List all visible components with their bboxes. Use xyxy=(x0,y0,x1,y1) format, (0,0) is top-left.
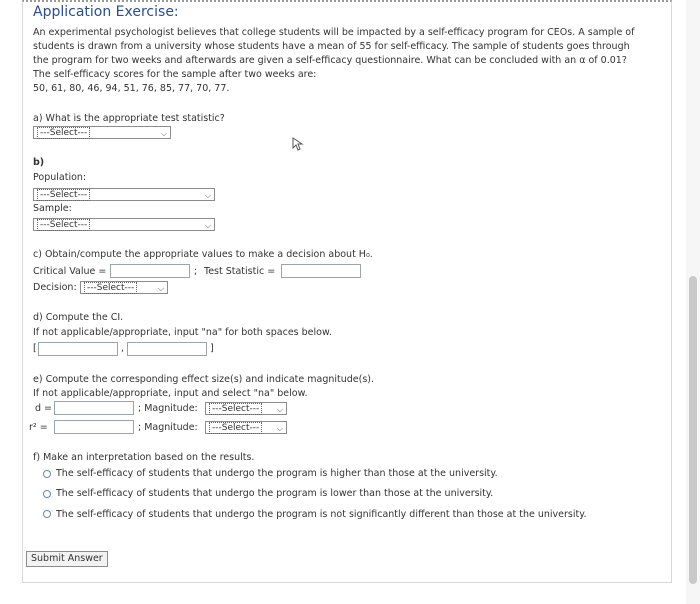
interpretation-radio-not-different[interactable] xyxy=(43,510,51,518)
intro-line: 50, 61, 80, 46, 94, 51, 76, 85, 77, 70, 77. xyxy=(33,83,230,94)
critical-value-input[interactable] xyxy=(110,264,190,278)
intro-line: The self-efficacy scores for the sample after two weeks are: xyxy=(33,69,317,80)
exercise-intro xyxy=(33,26,663,96)
sample-select[interactable] xyxy=(33,218,215,231)
ci-lower-input[interactable] xyxy=(38,342,118,356)
magnitude-label: ; Magnitude: xyxy=(138,403,198,414)
magnitude-r2-select[interactable] xyxy=(205,421,287,434)
critical-value-label: Critical Value = xyxy=(33,266,107,277)
interpretation-option-higher[interactable]: The self-efficacy of students that undergo the program is higher than those at the university. xyxy=(56,468,498,479)
intro-line: An experimental psychologist believes that college students will be impacted by a self-efficacy program for CEOs. A sample of xyxy=(33,27,635,38)
part-d-instruction: If not applicable/appropriate, input "na" for both spaces below. xyxy=(33,327,332,338)
ci-comma: , xyxy=(121,343,125,354)
decision-label: Decision: xyxy=(33,282,77,293)
test-statistic-input[interactable] xyxy=(281,264,361,278)
mouse-pointer-icon xyxy=(292,137,304,151)
scrollbar-thumb[interactable] xyxy=(689,276,697,584)
part-b-heading: b) xyxy=(33,157,45,168)
chevron-down-icon: ⌵ xyxy=(204,191,211,200)
chevron-down-icon: ⌵ xyxy=(204,221,211,230)
intro-line: the program for two weeks and afterwards are given a self-efficacy questionnaire. What can be concluded with an α of 0.01? xyxy=(33,55,627,66)
effect-size-d-input[interactable] xyxy=(54,401,134,415)
d-label: d = xyxy=(35,403,53,414)
part-f-question: f) Make an interpretation based on the results. xyxy=(33,452,255,463)
interpretation-option-lower[interactable]: The self-efficacy of students that undergo the program is lower than those at the university. xyxy=(56,488,494,499)
part-e-instruction: If not applicable/appropriate, input and select "na" below. xyxy=(33,388,308,399)
chevron-down-icon: ⌵ xyxy=(160,129,167,138)
exercise-title: Application Exercise: xyxy=(33,4,179,20)
interpretation-option-not-different[interactable]: The self-efficacy of students that undergo the program is not significantly different than those at the university. xyxy=(56,509,587,520)
part-e-question: e) Compute the corresponding effect size(s) and indicate magnitude(s). xyxy=(33,374,375,385)
test-statistic-select[interactable] xyxy=(33,126,171,139)
r2-label: r² = xyxy=(29,422,48,433)
population-select[interactable] xyxy=(33,188,215,201)
ci-close-bracket: ] xyxy=(210,343,214,354)
test-statistic-label: Test Statistic = xyxy=(204,266,276,277)
select-value: ---Select--- xyxy=(209,403,262,415)
population-label: Population: xyxy=(33,172,87,183)
magnitude-label: ; Magnitude: xyxy=(138,422,198,433)
effect-size-r2-input[interactable] xyxy=(54,420,134,434)
intro-line: students is drawn from a university whose students have a mean of 55 for self-efficacy. The sample of students goes through xyxy=(33,41,630,52)
interpretation-radio-lower[interactable] xyxy=(43,490,51,498)
part-a-question: a) What is the appropriate test statistic? xyxy=(33,113,225,124)
magnitude-d-select[interactable] xyxy=(205,402,287,415)
select-value: ---Select--- xyxy=(209,422,262,434)
chevron-down-icon: ⌵ xyxy=(157,284,164,293)
decision-select[interactable] xyxy=(80,281,168,294)
chevron-down-icon: ⌵ xyxy=(276,424,283,433)
chevron-down-icon: ⌵ xyxy=(276,405,283,414)
part-c-question: c) Obtain/compute the appropriate values to make a decision about H₀. xyxy=(33,249,373,260)
select-value: ---Select--- xyxy=(37,189,90,201)
ci-upper-input[interactable] xyxy=(127,342,207,356)
part-d-question: d) Compute the CI. xyxy=(33,312,124,323)
sample-label: Sample: xyxy=(33,203,72,214)
scrollbar[interactable] xyxy=(686,0,700,604)
separator: ; xyxy=(194,266,198,277)
select-value: ---Select--- xyxy=(37,219,90,231)
select-value: ---Select--- xyxy=(37,127,90,139)
submit-answer-button[interactable]: Submit Answer xyxy=(26,551,108,567)
interpretation-radio-higher[interactable] xyxy=(43,470,51,478)
select-value: ---Select--- xyxy=(84,282,137,294)
ci-open-bracket: [ xyxy=(33,343,37,354)
